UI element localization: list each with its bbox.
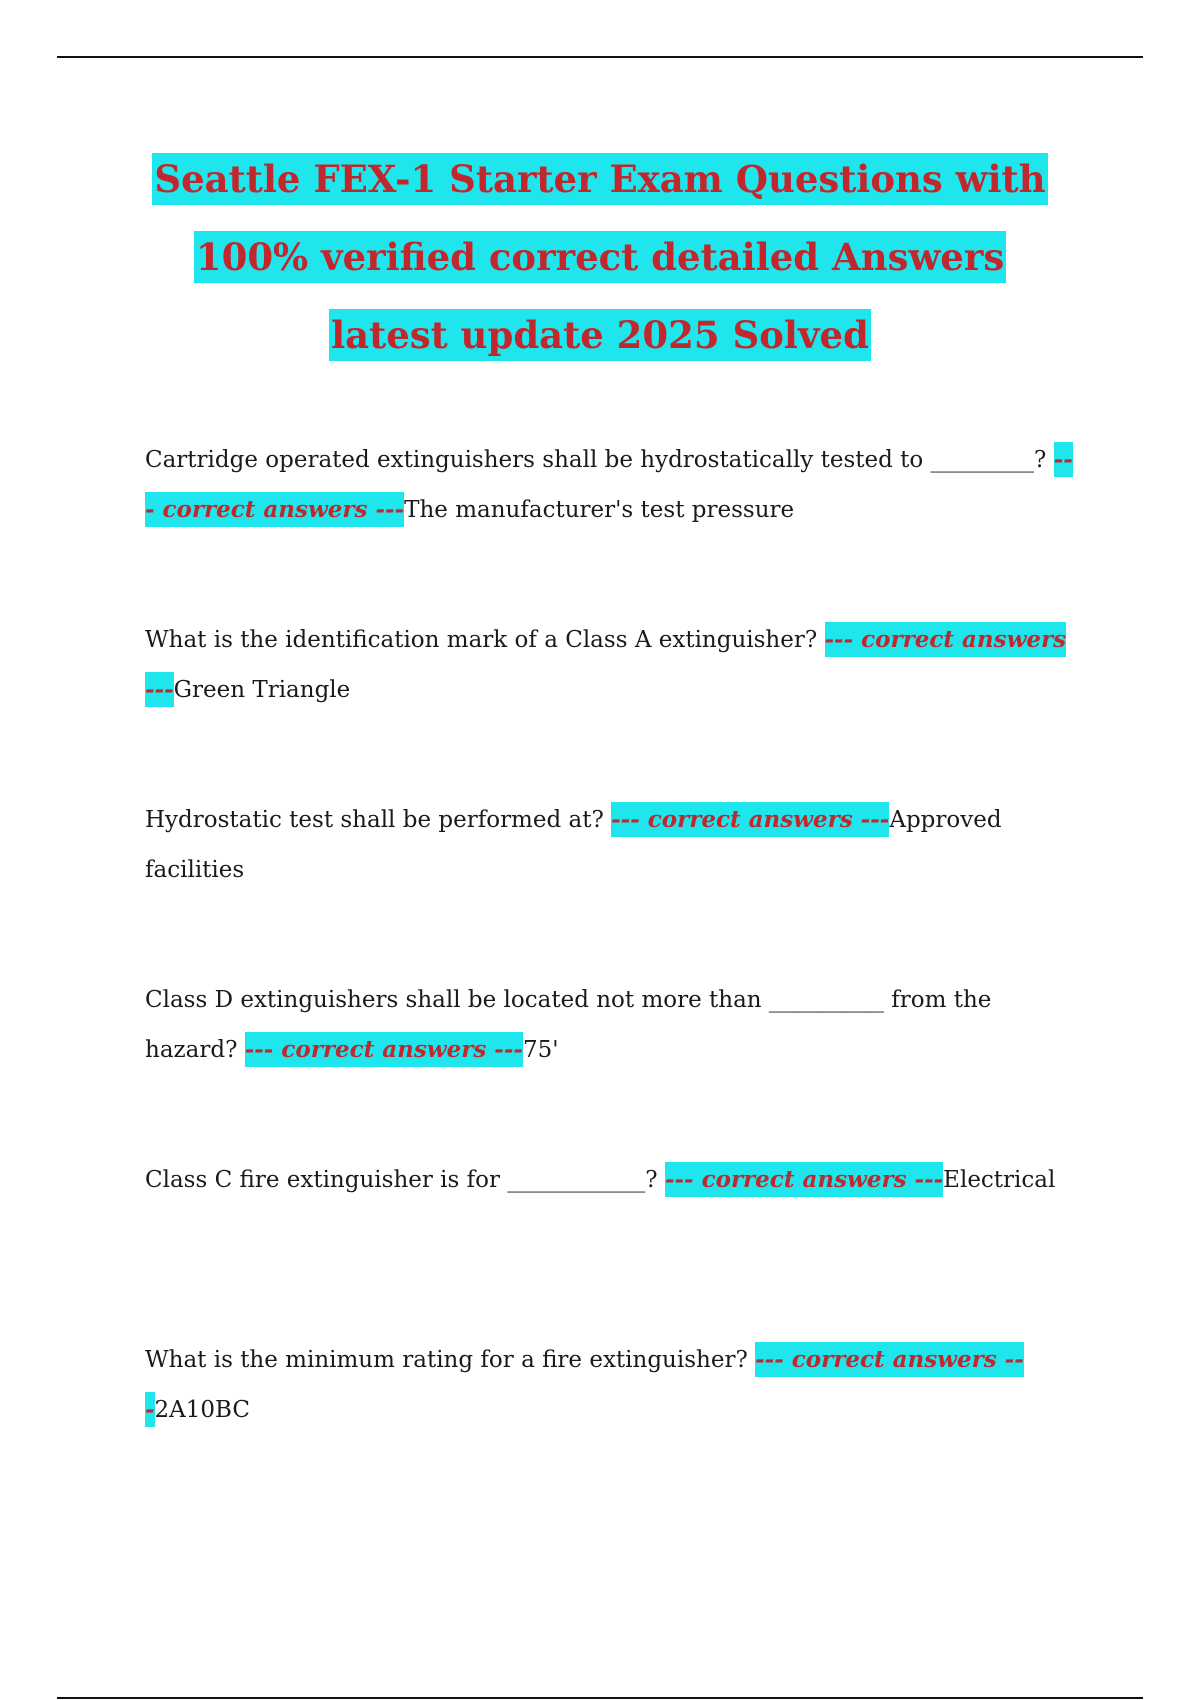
- qa-item: [145, 1155, 1080, 1205]
- top-rule: [57, 56, 1143, 58]
- correct-answers-marker: --- correct answers ---: [665, 1162, 943, 1197]
- qa-item: [145, 795, 1080, 895]
- question-text: Hydrostatic test shall be performed at?: [145, 807, 612, 833]
- correct-answers-marker: --- correct answers ---: [245, 1032, 523, 1067]
- question-text: Class D extinguishers shall be located not more than __________ from the hazard?: [145, 987, 992, 1063]
- qa-item: [145, 1335, 1080, 1435]
- question-text: Cartridge operated extinguishers shall be hydrostatically tested to _________?: [145, 447, 1054, 473]
- answer-text: Electrical: [943, 1167, 1056, 1193]
- answer-text: Green Triangle: [173, 677, 351, 703]
- answer-text: 75': [522, 1037, 559, 1063]
- document-title: [100, 140, 1100, 374]
- title-line: latest update 2025 Solved: [329, 309, 871, 361]
- correct-answers-marker: --- correct answers ---: [145, 622, 1066, 707]
- correct-answers-marker: --- correct answers ---: [611, 802, 889, 837]
- question-text: What is the minimum rating for a fire extinguisher?: [145, 1347, 756, 1373]
- answer-text: 2A10BC: [154, 1397, 250, 1423]
- title-line: 100% verified correct detailed Answers: [194, 231, 1006, 283]
- qa-item: [145, 615, 1080, 715]
- bottom-rule: [57, 1697, 1143, 1699]
- correct-answers-marker: --- correct answers ---: [145, 442, 1073, 527]
- answer-text: The manufacturer's test pressure: [404, 497, 795, 523]
- answer-text: Approved facilities: [145, 807, 1002, 883]
- qa-item: [145, 975, 1080, 1075]
- question-text: What is the identification mark of a Class A extinguisher?: [145, 627, 825, 653]
- title-line: Seattle FEX-1 Starter Exam Questions with: [152, 153, 1047, 205]
- qa-item: [145, 435, 1080, 535]
- question-text: Class C fire extinguisher is for ____________?: [145, 1167, 665, 1193]
- correct-answers-marker: --- correct answers ---: [145, 1342, 1024, 1427]
